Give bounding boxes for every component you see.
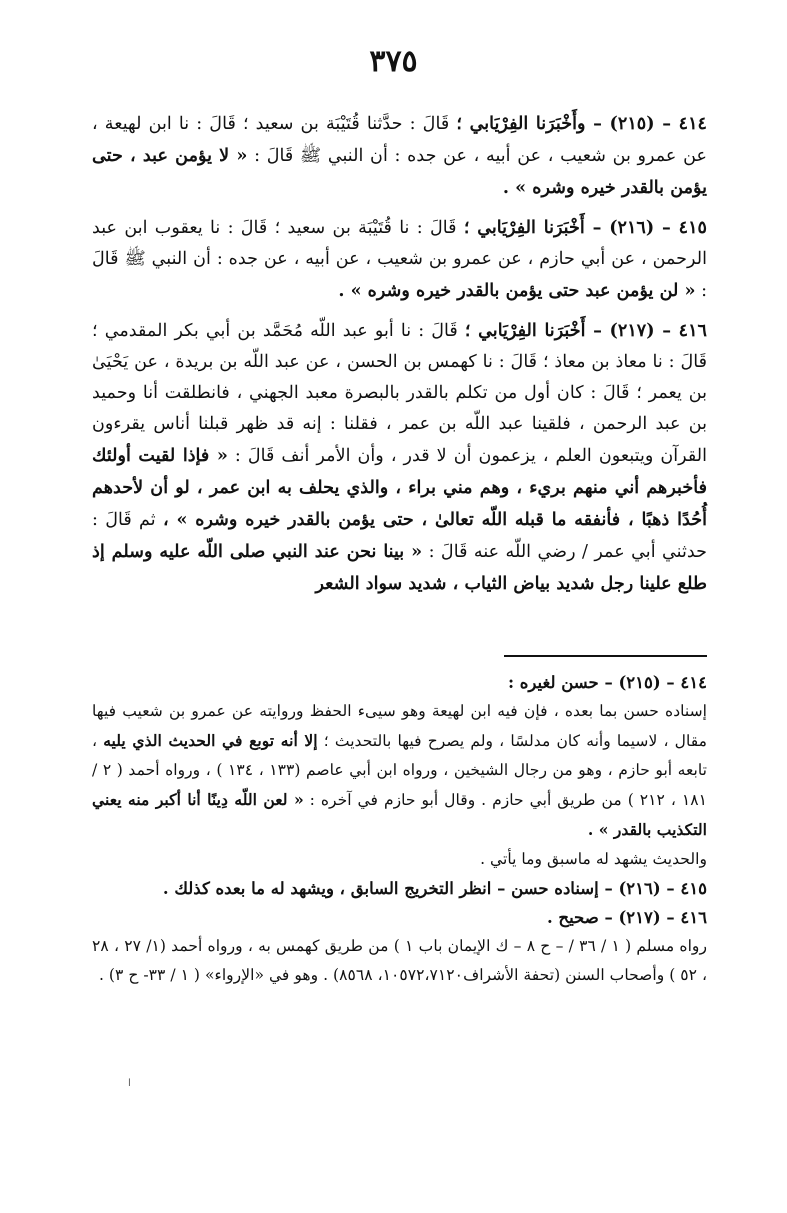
note-414-closing: والحديث يشهد له ماسبق وما يأتي . — [480, 850, 707, 868]
note-415: ٤١٥ – (٢١٦) – إسناده حسن – انظر التخريج السابق ، ويشهد له ما بعده كذلك . — [162, 879, 707, 898]
hadith-entry-414 — [92, 108, 707, 204]
entry-lead: ٤١٥ – (٢١٦) – أَخْبَرَنا الفِرْيَابي ؛ — [463, 217, 708, 238]
note-414-text-1: إسناده حسن بما بعده ، فإن فيه ابن لهيعة وهو سيىء الحفظ وروايته عن عمرو بن شعيب فيها مقال ، لاسيما وأنه كان مدلسًا ، ولم يصرح فيها بالتحديث ؛ — [92, 702, 707, 750]
entry-text: قَالَ : نا قُتَيْبَة بن سعيد ؛ قَالَ : نا يعقوب ابن عبد الرحمن ، عن أبي حازم ، عن عمرو بن شعيب ، عن أبيه ، عن جده : أن النبي ﷺ قَالَ : — [92, 218, 707, 301]
note-414-text-2: ، تابعه أبو حازم ، وهو من رجال الشيخين ، ورواه ابن أبي عاصم (١٣٣ ، ١٣٤ ) ، ورواه أحمد ( ٢ / ١٨١ ، ٢١٢ ) من طريق أبي حازم . وقال أبو حازم في آخره : — [92, 732, 707, 809]
note-414-quote: « لعن اللّه دِينًا أنا أكبر منه يعني التكذيب بالقدر » . — [92, 790, 707, 839]
entry-quote: « لا يؤمن عبد ، حتى يؤمن بالقدر خيره وشره » . — [92, 145, 707, 198]
entry-quote: « فإذا لقيت أولئك فأخبرهم أني منهم بريء ، وهم مني براء ، والذي يحلف به ابن عمر ، لو أن لأحدهم أُحُدًا ذهبًا ، فأنفقه ما قبله اللّه تعالىٰ ، حتى يؤمن بالقدر خيره وشره » ، — [92, 445, 707, 530]
entry-text: قَالَ : نا أبو عبد اللّه مُحَمَّد بن أبي بكر المقدمي ؛ قَالَ : نا معاذ بن معاذ ؛ قَالَ : نا كهمس بن الحسن ، عن عبد اللّه بن بريدة ، عن يَحْيَىٰ بن يعمر ؛ قَالَ : كان أول من تكلم بالقدر بالبصرة معبد الجهني ، فانطلقت أنا وحميد بن عبد الرحمن ، فلقينا عبد اللّه بن عمر ، فقلنا : إنه قد ظهر قبلنا أناس يقرءون القرآن ويتبعون العلم ، يزعمون أن لا قدر ، وأن الأمر أنف قَالَ : — [92, 321, 708, 466]
entry-quote: « لن يؤمن عبد حتى يؤمن بالقدر خيره وشره » . — [338, 280, 696, 301]
hadith-body — [92, 108, 707, 608]
note-414-heading: ٤١٤ – (٢١٥) – حسن لغيره : — [507, 673, 707, 692]
entry-quote-2: « بينا نحن عند النبي صلى اللّه عليه وسلم إذ طلع علينا رجل شديد بياض الثياب ، شديد سواد الشعر — [92, 541, 707, 594]
note-414-bold: إلا أنه توبع في الحديث الذي يليه — [103, 731, 318, 750]
footnotes — [92, 668, 707, 990]
entry-tail: ثم قَالَ : حدثني أبي عمر / رضي اللّه عنه قَالَ : — [92, 510, 707, 562]
hadith-entry-416 — [92, 315, 707, 600]
note-416-body: رواه مسلم ( ١ / ٣٦ / – ح ٨ – ك الإيمان باب ١ ) من طريق كهمس به ، ورواه أحمد (١/ ٢٧ ، ٢٨ ، ٥٢ ) وأصحاب السنن (تحفة الأشراف١٠٥٧٢،٧١٢٠، ٨٥٦٨) . وهو في «الإرواء» ( ١ / ٣٣- ح ٣) . — [92, 937, 707, 984]
note-416-heading: ٤١٦ – (٢١٧) – صحيح . — [546, 908, 707, 927]
margin-mark: ا — [128, 1078, 131, 1089]
note-414-body — [92, 697, 707, 845]
entry-lead: ٤١٦ – (٢١٧) – أَخْبَرَنا الفِرْيَابي ؛ — [464, 320, 708, 341]
footnote-divider — [504, 655, 707, 657]
entry-lead: ٤١٤ – (٢١٥) – وأَخْبَرَنا الفِرْيَابي ؛ — [456, 113, 708, 134]
hadith-entry-415 — [92, 212, 707, 307]
page-number: ٣٧٥ — [369, 44, 418, 79]
entry-text: قَالَ : حدَّثنا قُتَيْبَة بن سعيد ؛ قَالَ : نا ابن لهيعة ، عن عمرو بن شعيب ، عن أبيه ، عن جده : أن النبي ﷺ قَالَ : — [92, 114, 707, 166]
